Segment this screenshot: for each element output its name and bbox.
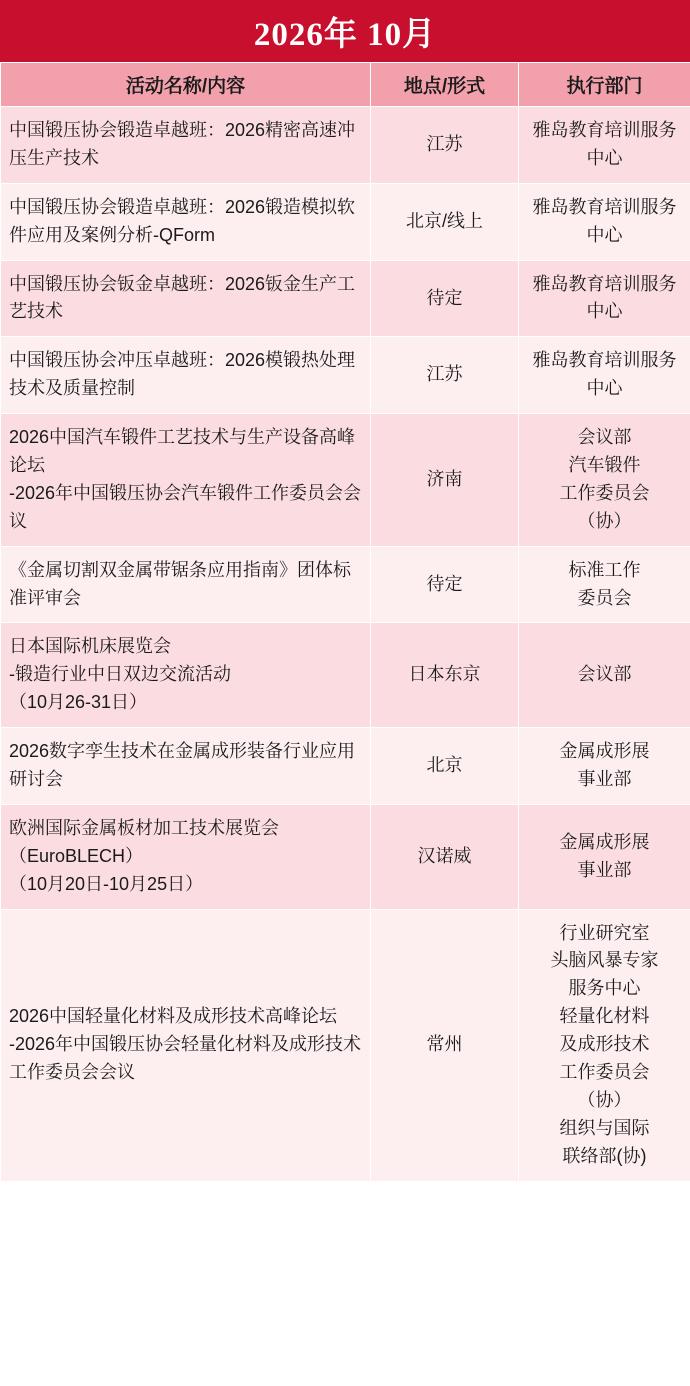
cell-activity-name: 日本国际机床展览会 -锻造行业中日双边交流活动 （10月26-31日） [1,623,371,728]
cell-activity-name: 2026数字孪生技术在金属成形装备行业应用研讨会 [1,728,371,805]
cell-activity-name: 中国锻压协会冲压卓越班：2026模锻热处理技术及质量控制 [1,337,371,414]
cell-activity-name: 中国锻压协会锻造卓越班：2026锻造模拟软件应用及案例分析-QForm [1,183,371,260]
cell-department: 雅岛教育培训服务中心 [519,183,690,260]
cell-activity-name: 2026中国轻量化材料及成形技术高峰论坛 -2026年中国锻压协会轻量化材料及成形技术工作委员会会议 [1,909,371,1181]
table-row [1,260,690,337]
month-title-bar [0,0,690,62]
cell-location: 常州 [371,909,519,1181]
cell-department: 金属成形展 事业部 [519,728,690,805]
cell-location: 江苏 [371,107,519,184]
activity-schedule-table [0,62,690,1182]
column-header-department: 执行部门 [519,63,690,107]
cell-location: 江苏 [371,337,519,414]
table-body [1,107,690,1182]
page-title: 2026年 10月 [253,16,437,53]
cell-location: 日本东京 [371,623,519,728]
table-row [1,337,690,414]
cell-location: 济南 [371,414,519,547]
cell-department: 雅岛教育培训服务中心 [519,337,690,414]
table-row [1,728,690,805]
cell-department: 标准工作 委员会 [519,546,690,623]
cell-activity-name: 欧洲国际金属板材加工技术展览会（EuroBLECH） （10月20日-10月25日） [1,804,371,909]
cell-department: 会议部 汽车锻件 工作委员会 （协） [519,414,690,547]
cell-location: 北京 [371,728,519,805]
table-row [1,623,690,728]
table-row [1,804,690,909]
cell-activity-name: 2026中国汽车锻件工艺技术与生产设备高峰论坛 -2026年中国锻压协会汽车锻件工作委员会会议 [1,414,371,547]
cell-department: 雅岛教育培训服务中心 [519,260,690,337]
column-header-location: 地点/形式 [371,63,519,107]
cell-activity-name: 中国锻压协会钣金卓越班：2026钣金生产工艺技术 [1,260,371,337]
table-row [1,546,690,623]
cell-department: 金属成形展 事业部 [519,804,690,909]
cell-department: 行业研究室 头脑风暴专家 服务中心 轻量化材料 及成形技术 工作委员会 （协） 组织与国际 联络部(协) [519,909,690,1181]
table-header-row [1,63,690,107]
table-row [1,414,690,547]
table-row [1,909,690,1181]
cell-department: 会议部 [519,623,690,728]
cell-activity-name: 中国锻压协会锻造卓越班：2026精密高速冲压生产技术 [1,107,371,184]
cell-activity-name: 《金属切割双金属带锯条应用指南》团体标准评审会 [1,546,371,623]
cell-location: 待定 [371,546,519,623]
cell-location: 汉诺威 [371,804,519,909]
table-row [1,183,690,260]
cell-department: 雅岛教育培训服务中心 [519,107,690,184]
cell-location: 待定 [371,260,519,337]
cell-location: 北京/线上 [371,183,519,260]
column-header-activity: 活动名称/内容 [1,63,371,107]
table-row [1,107,690,184]
